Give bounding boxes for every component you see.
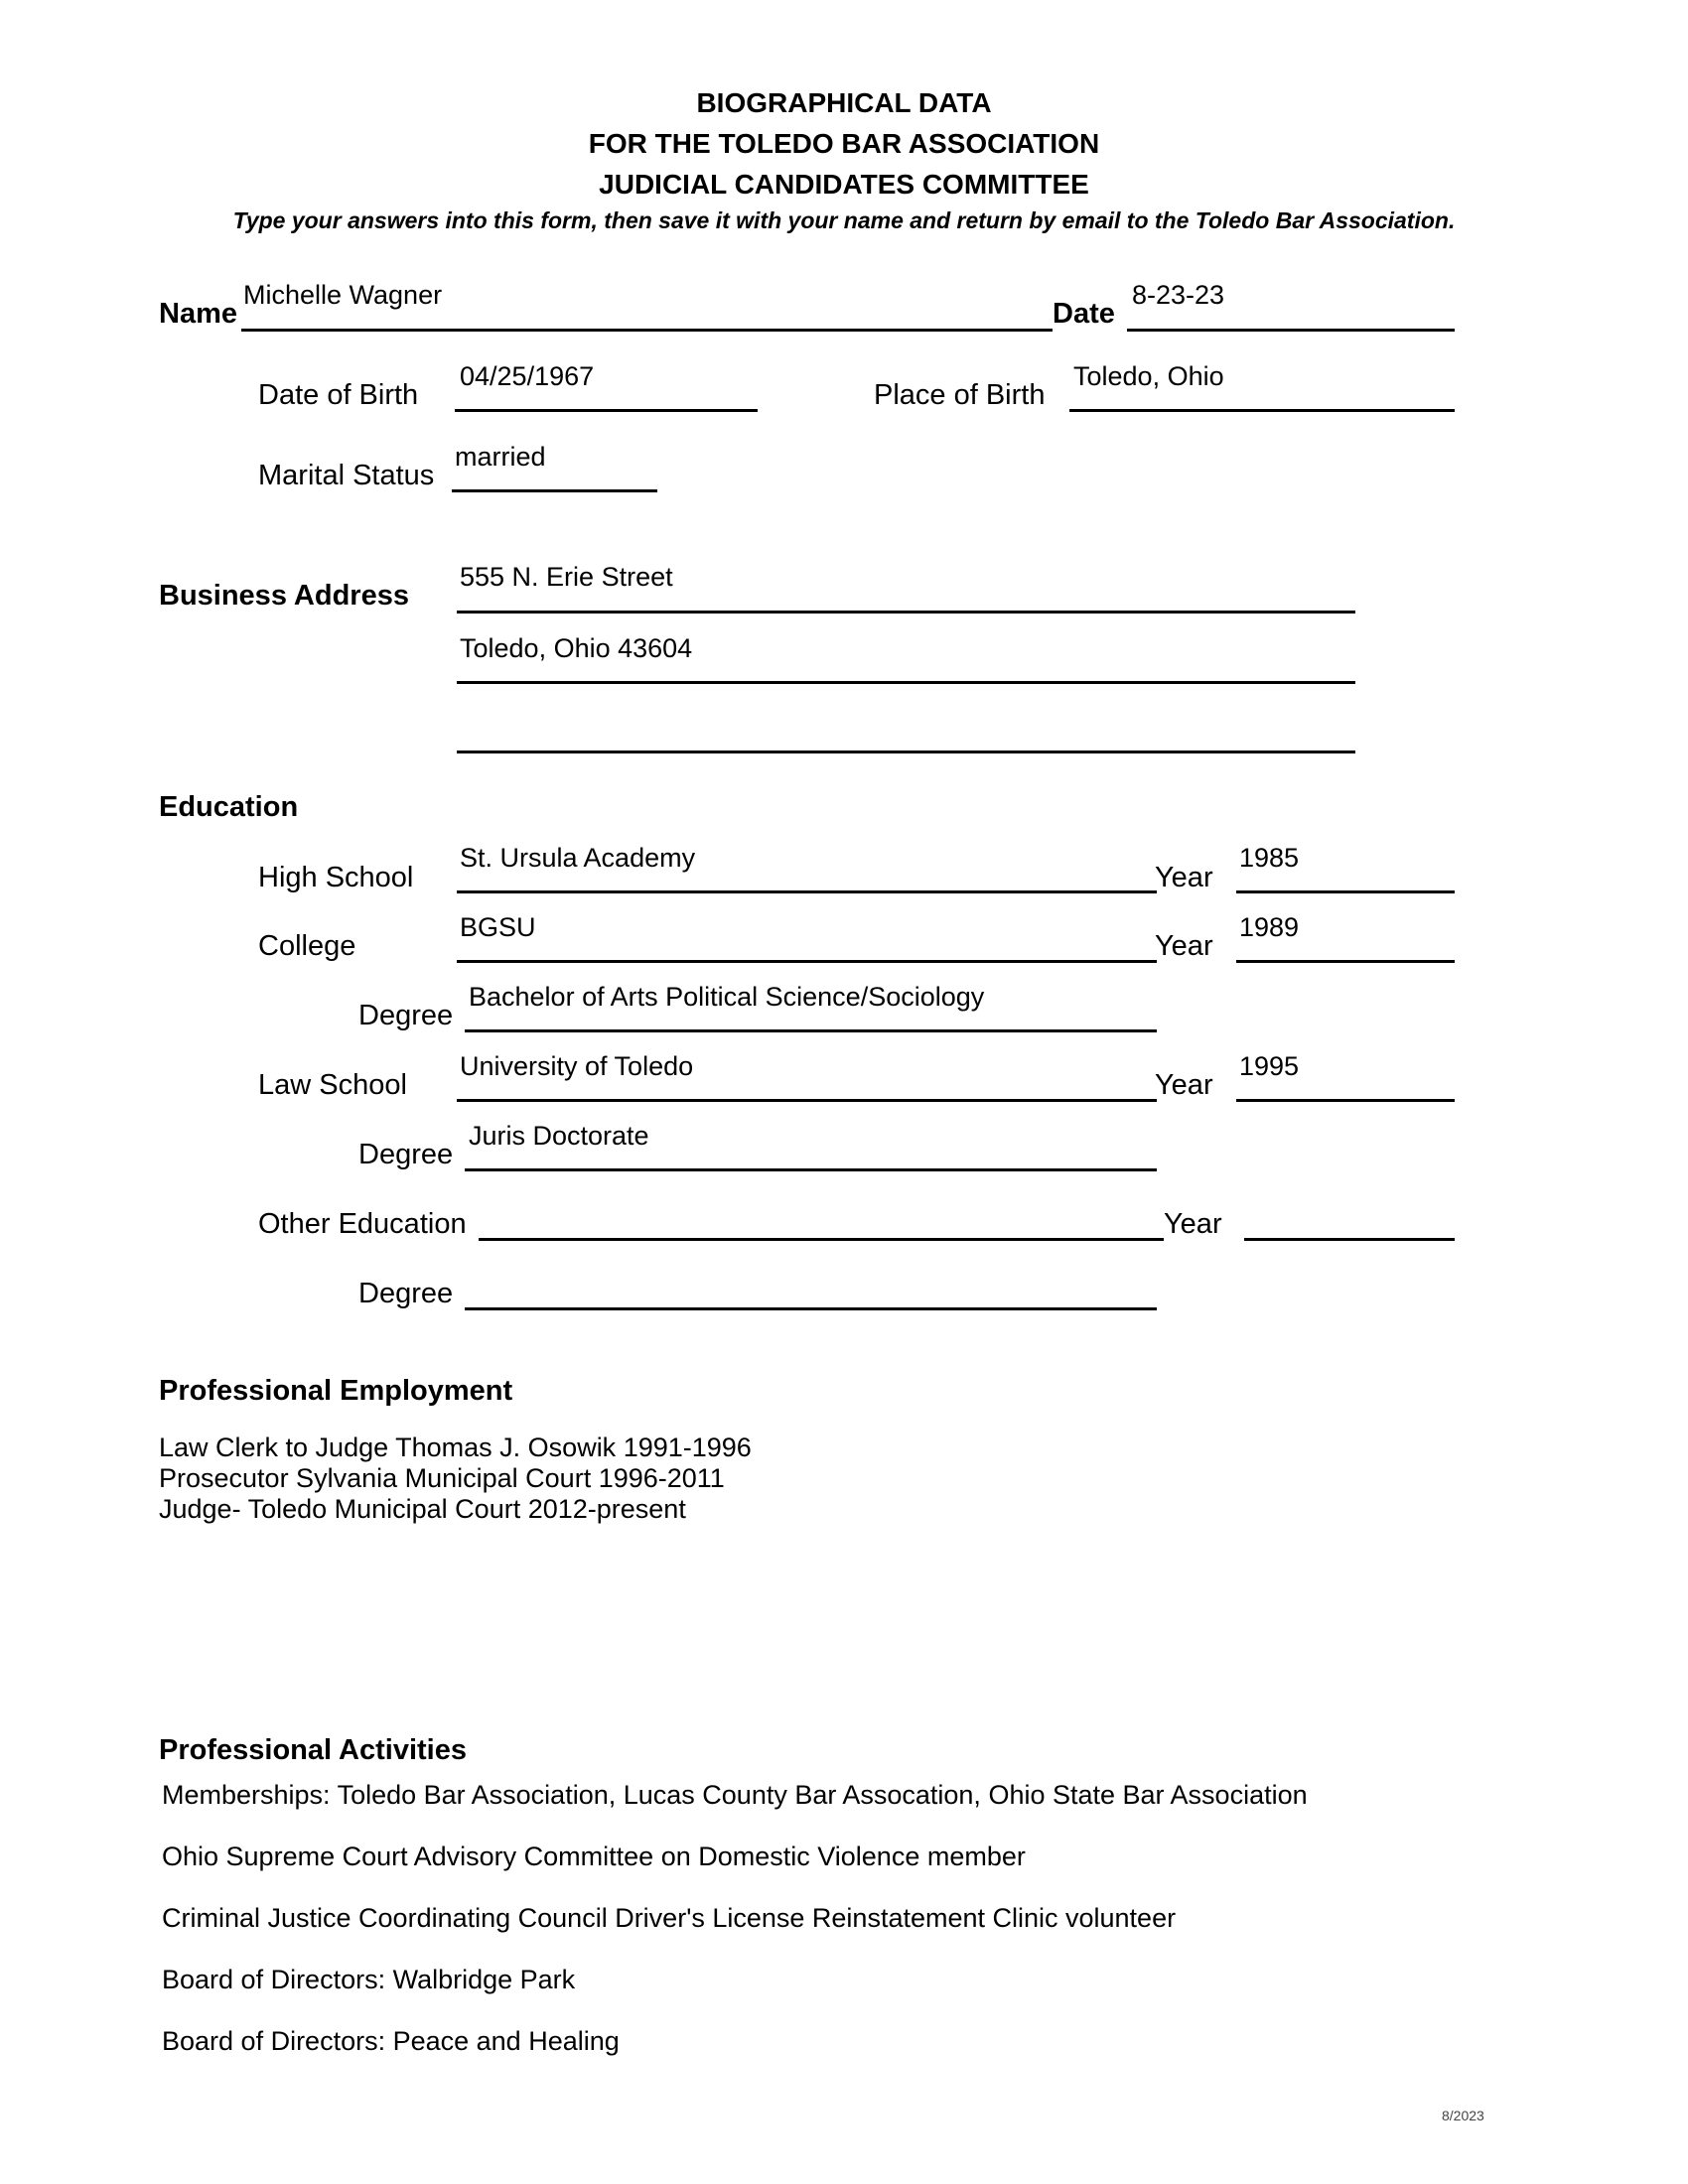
- college-year-field[interactable]: 1989: [1239, 912, 1300, 942]
- business-address-line-1[interactable]: 555 N. Erie Street: [460, 562, 673, 592]
- college-degree-field[interactable]: Bachelor of Arts Political Science/Sociology: [469, 982, 985, 1012]
- form-revision-date: 8/2023: [1442, 2108, 1484, 2123]
- college-year-underline: [1236, 960, 1455, 963]
- employment-item: Prosecutor Sylvania Municipal Court 1996-2011: [159, 1463, 725, 1493]
- college-degree-underline: [465, 1029, 1157, 1032]
- form-instructions: Type your answers into this form, then save it with your name and return by email to the Toledo Bar Association.: [232, 207, 1456, 233]
- other-degree-label: Degree: [358, 1278, 454, 1309]
- pob-underline: [1069, 409, 1455, 412]
- high-school-underline: [457, 890, 1157, 893]
- date-underline: [1127, 329, 1455, 332]
- name-field[interactable]: Michelle Wagner: [243, 280, 443, 310]
- form-title-line-1: BIOGRAPHICAL DATA: [696, 87, 992, 118]
- pob-field[interactable]: Toledo, Ohio: [1073, 361, 1224, 391]
- dob-label: Date of Birth: [258, 379, 419, 411]
- employment-item: Law Clerk to Judge Thomas J. Osowik 1991-1996: [159, 1433, 752, 1462]
- name-underline: [241, 329, 1053, 332]
- other-degree-underline: [465, 1307, 1157, 1310]
- high-school-year-label: Year: [1155, 862, 1213, 893]
- business-address-label: Business Address: [159, 580, 409, 612]
- date-label: Date: [1053, 298, 1115, 330]
- college-year-label: Year: [1155, 930, 1213, 962]
- high-school-year-field[interactable]: 1985: [1239, 843, 1300, 873]
- other-education-underline: [479, 1238, 1164, 1241]
- law-school-year-underline: [1236, 1099, 1455, 1102]
- form-title-line-2: FOR THE TOLEDO BAR ASSOCIATION: [588, 128, 1100, 159]
- activity-item: Memberships: Toledo Bar Association, Lucas County Bar Assocation, Ohio State Bar Association: [162, 1780, 1308, 1810]
- employment-heading: Professional Employment: [159, 1375, 513, 1407]
- college-label: College: [258, 930, 356, 962]
- activities-heading: Professional Activities: [159, 1734, 467, 1766]
- college-degree-label: Degree: [358, 1000, 454, 1031]
- business-address-underline-3: [457, 751, 1355, 753]
- marital-status-underline: [452, 489, 657, 492]
- law-school-label: Law School: [258, 1069, 407, 1101]
- law-degree-field[interactable]: Juris Doctorate: [469, 1121, 649, 1151]
- date-field[interactable]: 8-23-23: [1132, 280, 1225, 310]
- law-degree-underline: [465, 1168, 1157, 1171]
- pob-label: Place of Birth: [874, 379, 1046, 411]
- name-label: Name: [159, 298, 237, 330]
- dob-underline: [455, 409, 758, 412]
- activity-item: Ohio Supreme Court Advisory Committee on Domestic Violence member: [162, 1842, 1026, 1871]
- college-underline: [457, 960, 1157, 963]
- activity-item: Board of Directors: Walbridge Park: [162, 1965, 576, 1994]
- form-title-line-3: JUDICIAL CANDIDATES COMMITTEE: [599, 169, 1089, 200]
- dob-field[interactable]: 04/25/1967: [460, 361, 595, 391]
- business-address-underline-1: [457, 611, 1355, 614]
- other-education-year-label: Year: [1164, 1208, 1222, 1240]
- law-school-year-field[interactable]: 1995: [1239, 1051, 1300, 1081]
- high-school-label: High School: [258, 862, 414, 893]
- employment-item: Judge- Toledo Municipal Court 2012-present: [159, 1494, 686, 1524]
- college-field[interactable]: BGSU: [460, 912, 536, 942]
- law-degree-label: Degree: [358, 1139, 454, 1170]
- high-school-field[interactable]: St. Ursula Academy: [460, 843, 696, 873]
- marital-status-label: Marital Status: [258, 460, 435, 491]
- business-address-underline-2: [457, 681, 1355, 684]
- activity-item: Board of Directors: Peace and Healing: [162, 2026, 620, 2056]
- law-school-underline: [457, 1099, 1157, 1102]
- other-education-year-underline: [1244, 1238, 1455, 1241]
- business-address-line-2[interactable]: Toledo, Ohio 43604: [460, 633, 693, 663]
- education-heading: Education: [159, 791, 299, 823]
- marital-status-field[interactable]: married: [455, 442, 546, 472]
- other-education-label: Other Education: [258, 1208, 467, 1240]
- law-school-year-label: Year: [1155, 1069, 1213, 1101]
- activity-item: Criminal Justice Coordinating Council Driver's License Reinstatement Clinic volunteer: [162, 1903, 1177, 1933]
- law-school-field[interactable]: University of Toledo: [460, 1051, 694, 1081]
- high-school-year-underline: [1236, 890, 1455, 893]
